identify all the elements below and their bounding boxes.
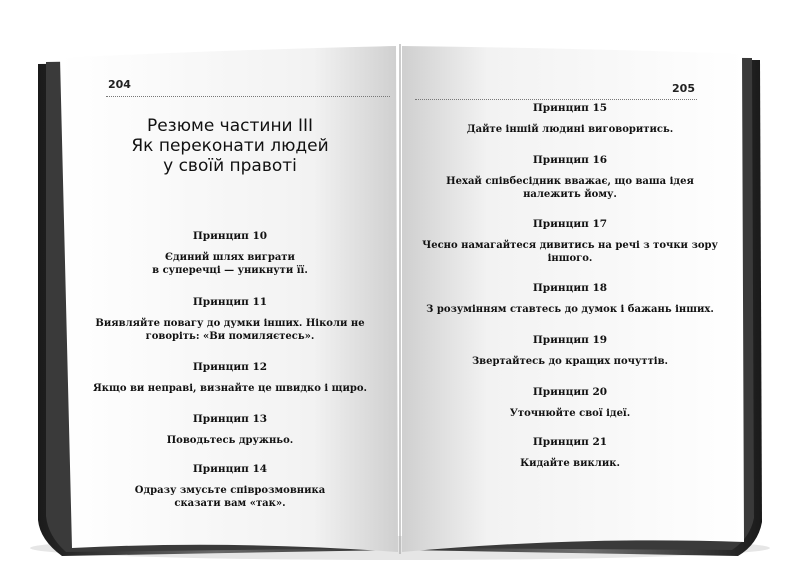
header-rule xyxy=(415,99,697,100)
principle-title: Принцип 15 xyxy=(532,102,608,114)
principle-text xyxy=(405,239,735,265)
principle-title: Принцип 13 xyxy=(192,413,268,425)
page-number: 204 xyxy=(108,78,131,91)
principle-text-line: Дайте іншій людині виговоритись. xyxy=(466,124,674,135)
principle-title: Принцип 11 xyxy=(192,296,268,308)
title-line: Як переконати людей xyxy=(131,136,329,156)
principle-text xyxy=(405,303,735,316)
principle-text xyxy=(70,382,390,395)
principle-title: Принцип 21 xyxy=(532,436,608,448)
principle-text-line: Уточнюйте свої ідеї. xyxy=(509,408,631,419)
principle-text xyxy=(70,317,390,343)
principle-text-line: належить йому. xyxy=(523,189,617,200)
principle-19 xyxy=(405,334,735,368)
principle-title: Принцип 18 xyxy=(532,282,608,294)
principle-text-line: сказати вам «так». xyxy=(174,498,286,509)
right-page xyxy=(405,70,735,540)
principle-14 xyxy=(70,463,390,510)
principle-text-line: Виявляйте повагу до думки інших. Ніколи не xyxy=(95,318,365,329)
principle-text-line: Поводьтесь дружньо. xyxy=(166,435,294,446)
principle-text-line: Чесно намагайтеся дивитись на речі з точки зору xyxy=(422,240,718,251)
principle-text xyxy=(405,123,735,136)
principle-10 xyxy=(70,230,390,277)
principle-11 xyxy=(70,296,390,343)
principle-text-line: Звертайтесь до кращих почуттів. xyxy=(471,356,669,367)
principle-text xyxy=(70,434,390,447)
principle-15 xyxy=(405,102,735,136)
principle-text-line: Нехай співбесідник вважає, що ваша ідея xyxy=(446,176,694,187)
principle-text-line: Єдиний шлях виграти xyxy=(165,252,295,263)
principle-title: Принцип 16 xyxy=(532,154,608,166)
principle-text-line: іншого. xyxy=(547,253,593,264)
principle-title: Принцип 19 xyxy=(532,334,608,346)
principle-18 xyxy=(405,282,735,316)
principle-title: Принцип 14 xyxy=(192,463,268,475)
principle-text-line: З розумінням ставтесь до думок і бажань інших. xyxy=(426,304,714,315)
section-title xyxy=(70,116,390,176)
principle-text xyxy=(70,251,390,277)
principle-16 xyxy=(405,154,735,201)
principle-20 xyxy=(405,386,735,420)
left-page xyxy=(70,70,390,540)
principle-text-line: в суперечці — уникнути її. xyxy=(152,265,308,276)
title-line: у своїй правоті xyxy=(163,156,297,176)
principle-text-line: Кидайте виклик. xyxy=(520,458,620,469)
principle-text-line: Якщо ви неправі, визнайте це швидко і щиро. xyxy=(92,383,368,394)
principle-title: Принцип 12 xyxy=(192,361,268,373)
page-number: 205 xyxy=(672,82,695,95)
principle-title: Принцип 10 xyxy=(192,230,268,242)
principle-text-line: Одразу змусьте співрозмовника xyxy=(134,485,326,496)
principle-13 xyxy=(70,413,390,447)
principle-17 xyxy=(405,218,735,265)
principle-title: Принцип 20 xyxy=(532,386,608,398)
header-rule xyxy=(106,96,390,97)
principle-text xyxy=(405,407,735,420)
principle-text xyxy=(405,175,735,201)
principle-text xyxy=(405,457,735,470)
title-line: Резюме частини III xyxy=(146,116,314,136)
principle-text xyxy=(405,355,735,368)
principle-12 xyxy=(70,361,390,395)
principle-21 xyxy=(405,436,735,470)
principle-title: Принцип 17 xyxy=(532,218,608,230)
principle-text-line: говоріть: «Ви помиляєтесь». xyxy=(145,331,315,342)
principle-text xyxy=(70,484,390,510)
